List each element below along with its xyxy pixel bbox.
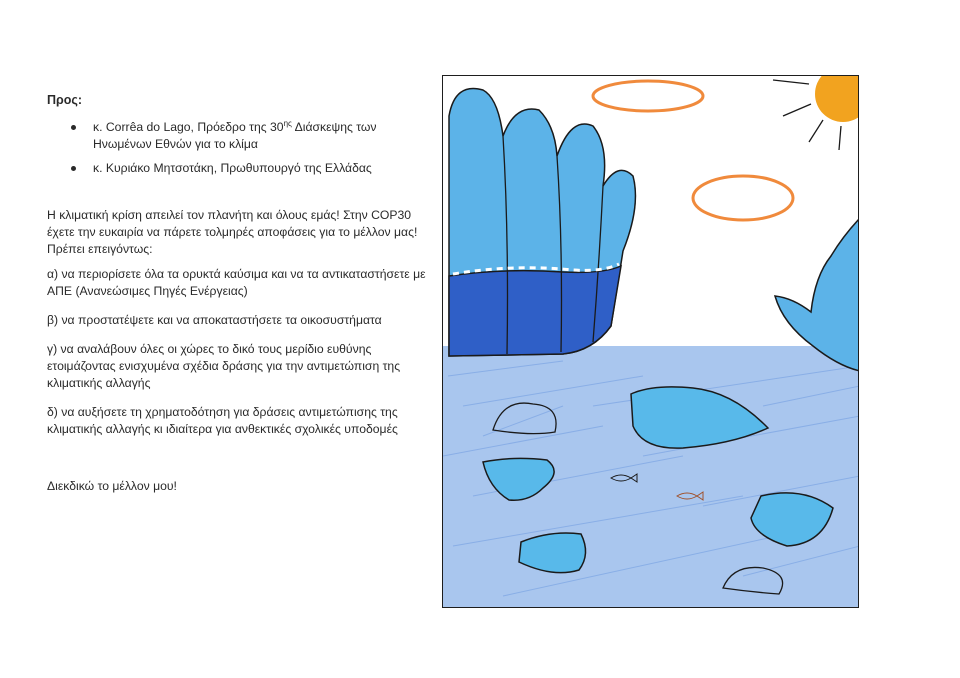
recipient-2-text: κ. Κυριάκο Μητσοτάκη, Πρωθυπουργό της Ελλάδας: [93, 161, 372, 175]
letter: [47, 92, 427, 495]
child-drawing: [442, 75, 859, 608]
sun-disc: [815, 76, 859, 122]
glacier: [449, 88, 635, 356]
demand-b: β) να προστατέψετε και να αποκαταστήσετε τα οικοσυστήματα: [47, 313, 382, 327]
recipient-item: [71, 160, 427, 177]
recipient-1-superscript: ης: [283, 118, 292, 128]
recipient-1-suffix: Διάσκεψης των Ηνωμένων Εθνών για το κλίμα: [93, 120, 377, 151]
cloud-1: [593, 81, 703, 111]
recipient-item: [71, 119, 427, 153]
intro-paragraph: Η κλιματική κρίση απειλεί τον πλανήτη και όλους εμάς! Στην COP30 έχετε την ευκαιρία να πάρετε τολμηρές αποφάσεις για το μέλλον μας! Πρέπει επειγόντως:: [47, 208, 418, 256]
recipient-1-prefix: κ. Corrêa do Lago, Πρόεδρο της 30: [93, 120, 284, 134]
recipients-list: [47, 119, 427, 177]
demand-c: γ) να αναλάβουν όλες οι χώρες το δικό τους μερίδιο ευθύνης ετοιμάζοντας ενισχυμένα σχέδια δράσης για την αντιμετώπιση της κλιματικής αλλαγής: [47, 342, 401, 390]
demand-d: δ) να αυξήσετε τη χρηματοδότηση για δράσεις αντιμετώπισης της κλιματικής αλλαγής κι ιδιαίτερα για ανθεκτικές σχολικές υποδομές: [47, 405, 398, 436]
recipients-heading: Προς:: [47, 93, 83, 107]
drawing-canvas: [443, 76, 859, 608]
closing-line: Διεκδικώ το μέλλον μου!: [47, 479, 177, 493]
cloud-2: [693, 176, 793, 220]
ice-floe: [519, 533, 586, 573]
demand-a: α) να περιορίσετε όλα τα ορυκτά καύσιμα και να τα αντικαταστήσετε με ΑΠΕ (Ανανεώσιμες Πηγές Ενέργειας): [47, 267, 426, 298]
sun-icon: [773, 76, 859, 150]
